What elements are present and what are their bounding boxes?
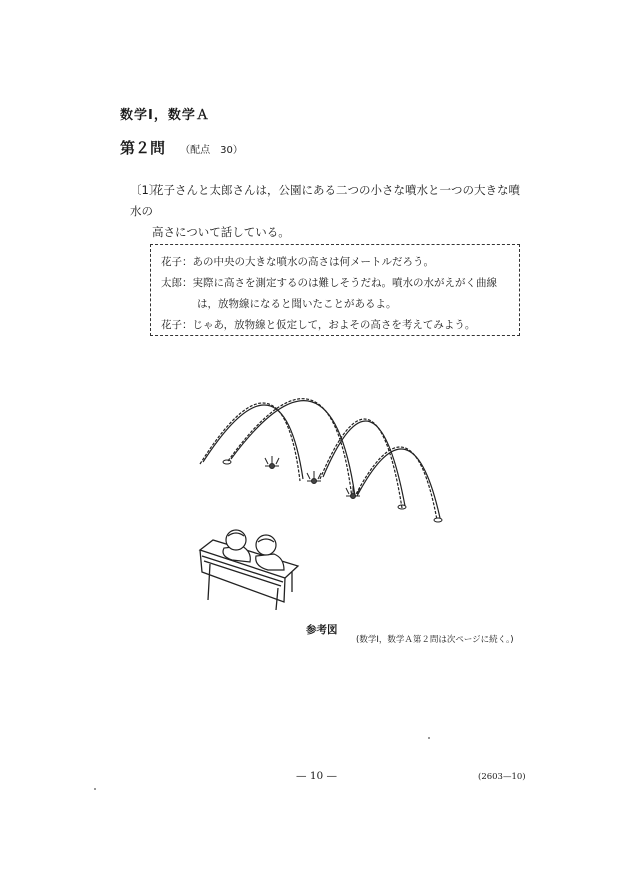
subject-title: 数学Ⅰ，数学Ａ [120,108,210,123]
page-code: (2603—10) [478,772,526,782]
dialogue-line [161,273,509,294]
question-points: （配点 30） [180,145,243,156]
fountain-arc-icon [228,399,355,498]
question-number: 第２問 [120,139,166,157]
fountain-arc-icon [320,419,405,508]
continuation-note: (数学Ⅰ，数学Ａ第２問は次ページに続く。) [356,635,514,645]
fountain-arc-icon [200,403,303,481]
dialogue-text: あの中央の大きな噴水の高さは何メートルだろう。 [192,256,434,268]
dialogue-line [161,252,509,273]
person-icon [256,535,284,570]
part-number: 〔1〕 [130,183,161,197]
scan-speck [94,788,96,790]
question-heading [120,137,243,158]
scan-speck [428,737,430,739]
page-number: — 10 — [296,770,338,782]
speaker-label: 花子： [161,256,193,268]
speaker-label: 太郎： [161,277,193,289]
fountain-figure [180,360,470,620]
dialogue-text: は，放物線になると聞いたことがあるよ。 [197,298,397,310]
intro-paragraph [130,180,530,243]
figure-caption: 参考図 [306,624,338,636]
speaker-label: 花子： [161,319,193,331]
dialogue-line [161,294,509,315]
dialogue-line [161,315,509,336]
bench-icon [200,540,298,610]
nozzle-icon [223,460,442,522]
person-icon [223,530,250,562]
dialogue-text: じゃあ，放物線と仮定して，およその高さを考えてみよう。 [192,319,476,331]
intro-line-1: 花子さんと太郎さんは，公園にある二つの小さな噴水と一つの大きな噴水の [130,183,520,218]
dialogue-text: 実際に高さを測定するのは難しそうだね。噴水の水がえがく曲線 [192,277,497,289]
dialogue-box [150,244,520,336]
intro-line-2: 高さについて話している。 [152,225,290,239]
